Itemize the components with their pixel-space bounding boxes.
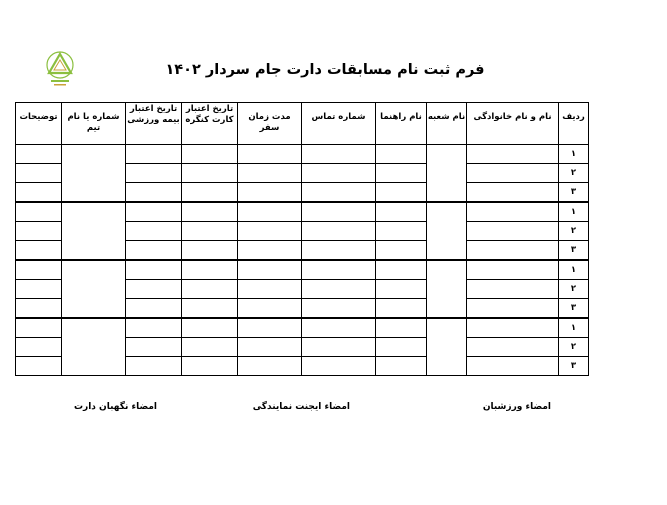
- entry-cell[interactable]: [238, 183, 302, 203]
- row-number: ۳: [559, 241, 589, 261]
- entry-cell[interactable]: [302, 260, 376, 280]
- entry-cell[interactable]: [16, 222, 62, 241]
- entry-cell[interactable]: [376, 357, 427, 376]
- agent-signature-label: امضاء ایجنت نمایندگی: [252, 402, 350, 412]
- entry-cell[interactable]: [302, 338, 376, 357]
- entry-cell[interactable]: [16, 338, 62, 357]
- entry-cell[interactable]: [302, 241, 376, 261]
- entry-cell[interactable]: [238, 280, 302, 299]
- branch-cell[interactable]: [427, 202, 467, 260]
- header-guide: نام راهنما: [376, 103, 427, 145]
- entry-cell[interactable]: [182, 318, 238, 338]
- table-header-row: [16, 103, 589, 145]
- registration-table: [15, 102, 589, 376]
- entry-cell[interactable]: [302, 299, 376, 319]
- entry-cell[interactable]: [302, 164, 376, 183]
- header-travel-time: مدت زمان سفر: [238, 103, 302, 145]
- header-row-number: ردیف: [559, 103, 589, 145]
- header-notes: توضیحات: [16, 103, 62, 145]
- entry-cell[interactable]: [182, 280, 238, 299]
- entry-cell[interactable]: [16, 299, 62, 319]
- header-branch: نام شعبه: [427, 103, 467, 145]
- entry-cell[interactable]: [467, 338, 559, 357]
- team-cell[interactable]: [62, 260, 126, 318]
- entry-cell[interactable]: [16, 202, 62, 222]
- entry-cell[interactable]: [376, 183, 427, 203]
- entry-cell[interactable]: [126, 299, 182, 319]
- entry-cell[interactable]: [182, 338, 238, 357]
- row-number: ۱: [559, 202, 589, 222]
- entry-cell[interactable]: [467, 241, 559, 261]
- entry-cell[interactable]: [302, 202, 376, 222]
- entry-cell[interactable]: [16, 241, 62, 261]
- entry-cell[interactable]: [238, 318, 302, 338]
- athlete-signature-label: امضاء ورزشبان: [482, 402, 551, 412]
- entry-cell[interactable]: [302, 318, 376, 338]
- entry-cell[interactable]: [467, 260, 559, 280]
- row-number: ۱: [559, 145, 589, 164]
- header-card-validity: تاریخ اعتبار کارت کنگره: [182, 103, 238, 145]
- header-insurance-validity: تاریخ اعتبار بیمه ورزشی: [126, 103, 182, 145]
- table-body: [16, 145, 589, 376]
- row-number: ۱: [559, 260, 589, 280]
- entry-cell[interactable]: [238, 299, 302, 319]
- entry-cell[interactable]: [182, 202, 238, 222]
- row-number: ۲: [559, 222, 589, 241]
- entry-cell[interactable]: [238, 260, 302, 280]
- triangle-emblem-icon: [45, 50, 75, 88]
- entry-cell[interactable]: [302, 280, 376, 299]
- entry-cell[interactable]: [376, 338, 427, 357]
- entry-cell[interactable]: [467, 183, 559, 203]
- entry-cell[interactable]: [302, 222, 376, 241]
- table-row: [16, 202, 589, 222]
- header-full-name: نام و نام خانوادگی: [467, 103, 559, 145]
- row-number: ۲: [559, 164, 589, 183]
- entry-cell[interactable]: [126, 357, 182, 376]
- entry-cell[interactable]: [238, 164, 302, 183]
- branch-cell[interactable]: [427, 318, 467, 376]
- entry-cell[interactable]: [126, 318, 182, 338]
- entry-cell[interactable]: [182, 260, 238, 280]
- entry-cell[interactable]: [376, 164, 427, 183]
- entry-cell[interactable]: [182, 183, 238, 203]
- entry-cell[interactable]: [16, 280, 62, 299]
- entry-cell[interactable]: [182, 164, 238, 183]
- table-row: [16, 260, 589, 280]
- row-number: ۳: [559, 299, 589, 319]
- entry-cell[interactable]: [182, 299, 238, 319]
- entry-cell[interactable]: [16, 183, 62, 203]
- form-title: فرم ثبت نام مسابقات دارت جام سردار ۱۴۰۲: [165, 62, 485, 78]
- entry-cell[interactable]: [126, 338, 182, 357]
- row-number: ۲: [559, 338, 589, 357]
- entry-cell[interactable]: [238, 145, 302, 164]
- guardian-signature-label: امضاء نگهبان دارت: [74, 402, 157, 412]
- entry-cell[interactable]: [376, 202, 427, 222]
- entry-cell[interactable]: [467, 318, 559, 338]
- branch-cell[interactable]: [427, 145, 467, 203]
- entry-cell[interactable]: [467, 357, 559, 376]
- entry-cell[interactable]: [16, 164, 62, 183]
- entry-cell[interactable]: [467, 280, 559, 299]
- branch-cell[interactable]: [427, 260, 467, 318]
- entry-cell[interactable]: [16, 357, 62, 376]
- entry-cell[interactable]: [467, 164, 559, 183]
- entry-cell[interactable]: [302, 183, 376, 203]
- entry-cell[interactable]: [376, 260, 427, 280]
- entry-cell[interactable]: [126, 164, 182, 183]
- entry-cell[interactable]: [126, 202, 182, 222]
- row-number: ۱: [559, 318, 589, 338]
- header-team: شماره یا نام تیم: [62, 103, 126, 145]
- table-row: [16, 145, 589, 164]
- entry-cell[interactable]: [376, 299, 427, 319]
- entry-cell[interactable]: [16, 260, 62, 280]
- table-row: [16, 318, 589, 338]
- entry-cell[interactable]: [376, 145, 427, 164]
- entry-cell[interactable]: [126, 241, 182, 261]
- entry-cell[interactable]: [238, 222, 302, 241]
- entry-cell[interactable]: [182, 222, 238, 241]
- row-number: ۳: [559, 183, 589, 203]
- entry-cell[interactable]: [302, 145, 376, 164]
- entry-cell[interactable]: [16, 318, 62, 338]
- entry-cell[interactable]: [16, 145, 62, 164]
- entry-cell[interactable]: [467, 145, 559, 164]
- entry-cell[interactable]: [126, 183, 182, 203]
- entry-cell[interactable]: [182, 241, 238, 261]
- entry-cell[interactable]: [182, 357, 238, 376]
- entry-cell[interactable]: [376, 318, 427, 338]
- entry-cell[interactable]: [467, 222, 559, 241]
- entry-cell[interactable]: [467, 202, 559, 222]
- team-cell[interactable]: [62, 202, 126, 260]
- entry-cell[interactable]: [376, 222, 427, 241]
- entry-cell[interactable]: [302, 357, 376, 376]
- entry-cell[interactable]: [238, 202, 302, 222]
- header-phone: شماره تماس: [302, 103, 376, 145]
- team-cell[interactable]: [62, 145, 126, 203]
- entry-cell[interactable]: [126, 222, 182, 241]
- entry-cell[interactable]: [238, 357, 302, 376]
- entry-cell[interactable]: [238, 241, 302, 261]
- entry-cell[interactable]: [126, 280, 182, 299]
- team-cell[interactable]: [62, 318, 126, 376]
- entry-cell[interactable]: [467, 299, 559, 319]
- entry-cell[interactable]: [376, 280, 427, 299]
- row-number: ۲: [559, 280, 589, 299]
- entry-cell[interactable]: [376, 241, 427, 261]
- entry-cell[interactable]: [238, 338, 302, 357]
- entry-cell[interactable]: [126, 260, 182, 280]
- entry-cell[interactable]: [126, 145, 182, 164]
- row-number: ۳: [559, 357, 589, 376]
- entry-cell[interactable]: [182, 145, 238, 164]
